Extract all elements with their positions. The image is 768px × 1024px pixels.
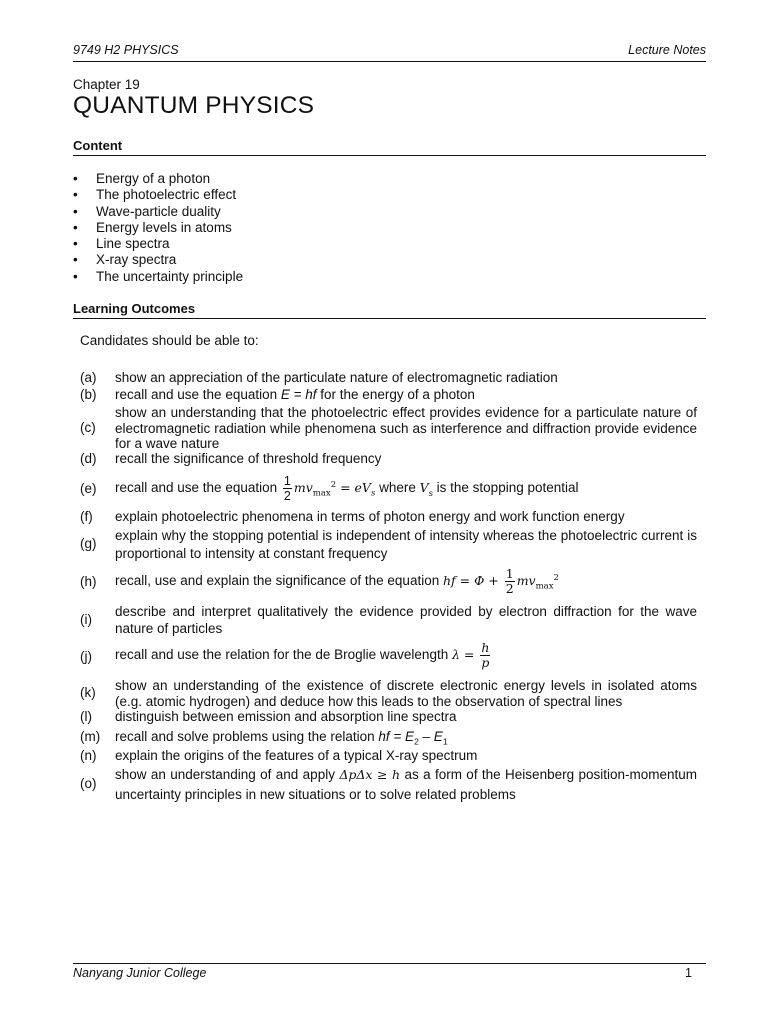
outcome-label: (c) bbox=[80, 420, 96, 435]
chapter-label: Chapter 19 bbox=[73, 77, 140, 92]
list-item: • The photoelectric effect bbox=[73, 187, 243, 203]
outcome-text: explain why the stopping potential is independent of intensity whereas the photoelectric current is proportional to intensity at constant frequency bbox=[115, 528, 697, 561]
list-item: • The uncertainty principle bbox=[73, 269, 243, 285]
document-page bbox=[73, 0, 706, 1024]
document-type: Lecture Notes bbox=[628, 43, 706, 57]
outcome-text: recall and use the relation for the de Broglie wavelength λ = $\frac{h}{p}$ bbox=[115, 641, 697, 670]
list-item: • X-ray spectra bbox=[73, 252, 243, 268]
outcome-text: recall the significance of threshold frequency bbox=[115, 451, 382, 466]
content-heading: Content bbox=[73, 136, 706, 156]
page-footer bbox=[73, 963, 706, 980]
outcome-label: (d) bbox=[80, 451, 97, 466]
fraction-half: $\frac{1}{2}$ bbox=[283, 474, 291, 503]
learning-outcomes-heading: Learning Outcomes bbox=[73, 299, 706, 319]
outcome-label: (n) bbox=[80, 748, 97, 763]
page-title: QUANTUM PHYSICS bbox=[73, 92, 315, 119]
outcome-label: (i) bbox=[80, 612, 92, 627]
outcome-label: (h) bbox=[80, 574, 97, 589]
outcome-label: (g) bbox=[80, 536, 97, 551]
outcome-text: distinguish between emission and absorption line spectra bbox=[115, 709, 457, 724]
list-item: • Energy of a photon bbox=[73, 171, 243, 187]
outcome-label: (m) bbox=[80, 729, 101, 744]
outcome-label: (o) bbox=[80, 776, 97, 791]
outcome-label: (a) bbox=[80, 370, 97, 385]
de-broglie-equation: λ = $\frac{h}{p}$ bbox=[451, 640, 490, 670]
list-item: • Energy levels in atoms bbox=[73, 220, 243, 236]
outcome-text: recall and solve problems using the relation hf = $E_2 - E_1$ bbox=[115, 729, 448, 747]
outcome-text: recall and use the equation $\frac{1}{2}$ $mv_{max}^2 = eV_s$ where $V_s$ is the stopping potential bbox=[115, 474, 579, 503]
uncertainty-relation: ΔpΔx ≥ h bbox=[339, 767, 401, 782]
outcome-label: (f) bbox=[80, 509, 93, 524]
list-item: • Line spectra bbox=[73, 236, 243, 252]
outcome-text: explain the origins of the features of a typical X-ray spectrum bbox=[115, 748, 478, 763]
page-header bbox=[73, 41, 706, 62]
institution-name: Nanyang Junior College bbox=[73, 966, 207, 980]
outcome-label: (b) bbox=[80, 387, 97, 402]
outcome-label: (e) bbox=[80, 481, 97, 496]
outcomes-intro: Candidates should be able to: bbox=[80, 333, 259, 348]
fraction-half: $\frac{1}{2}$ bbox=[505, 566, 514, 596]
outcome-label: (k) bbox=[80, 685, 96, 700]
outcome-text: show an appreciation of the particulate nature of electromagnetic radiation bbox=[115, 370, 558, 385]
outcome-label: (j) bbox=[80, 649, 92, 664]
outcome-text: recall and use the equation E = hf for the energy of a photon bbox=[115, 387, 475, 402]
outcome-text: describe and interpret qualitatively the evidence provided by electron diffraction for the wave nature of particles bbox=[115, 604, 697, 636]
outcome-text: show an understanding of and apply ΔpΔx ≥ h as a form of the Heisenberg position-momentum uncertainty principles in new situations or to solve related problems bbox=[115, 767, 697, 802]
outcome-label: (l) bbox=[80, 709, 92, 724]
photoelectric-equation: hf = Φ + $\frac{1}{2}$ $mv_{max}^2$ bbox=[442, 566, 559, 596]
content-list bbox=[73, 171, 243, 285]
photon-energy-equation: E = hf bbox=[280, 387, 317, 402]
outcome-text: show an understanding of the existence of discrete electronic energy levels in isolated atoms (e.g. atomic hydrogen) and deduce how this leads to the observation of spectral lines bbox=[115, 678, 697, 709]
outcome-text: show an understanding that the photoelectric effect provides evidence for a particulate nature of electromagnetic radiation while phenomena such as interference and diffraction provide evidence for a wave nature bbox=[115, 405, 697, 451]
stopping-potential-equation: $mv_{max}^2 = eV_s$ bbox=[293, 479, 376, 499]
outcome-text: explain photoelectric phenomena in terms of photon energy and work function energy bbox=[115, 509, 625, 524]
fraction-h-over-p: $\frac{h}{p}$ bbox=[481, 640, 490, 670]
course-code: 9749 H2 PHYSICS bbox=[73, 43, 179, 57]
outcome-text: recall, use and explain the significance of the equation hf = Φ + $\frac{1}{2}$ $mv_{max}^2$ bbox=[115, 566, 559, 596]
list-item: • Wave-particle duality bbox=[73, 204, 243, 220]
energy-level-equation: hf bbox=[378, 729, 390, 744]
page-number: 1 bbox=[685, 966, 692, 980]
